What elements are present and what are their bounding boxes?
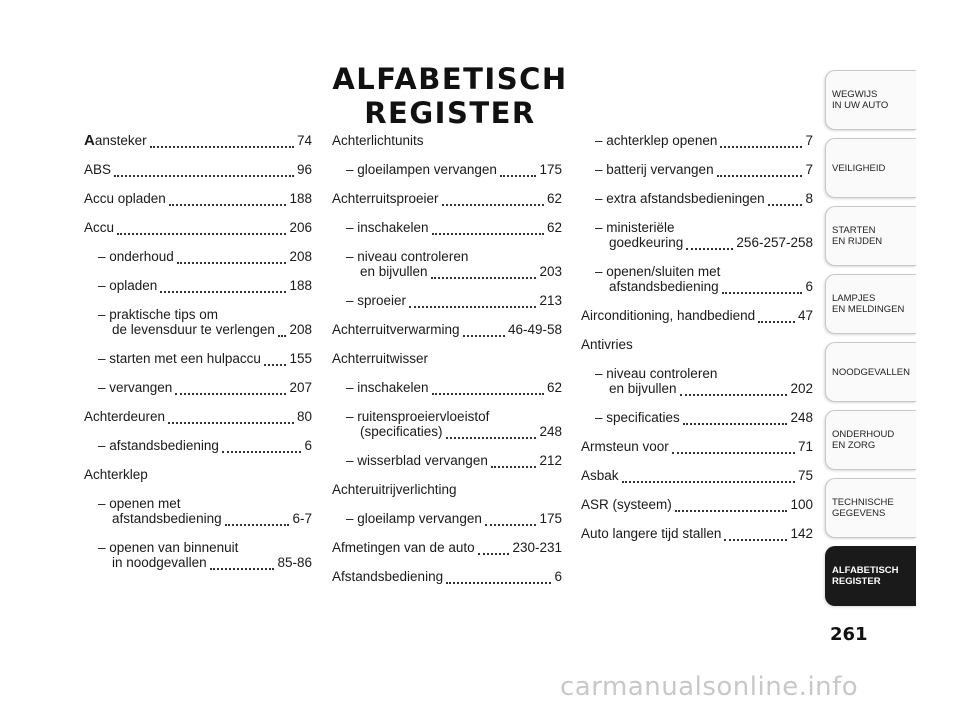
index-entry-text: Afstandsbediening [332, 569, 444, 584]
chapter-tab[interactable] [825, 138, 916, 198]
index-entry [581, 235, 813, 250]
index-entry-page: 8 [805, 191, 813, 206]
index-entry [332, 220, 562, 235]
index-entry-text: – extra afstandsbedieningen [595, 191, 765, 206]
index-entry [332, 380, 562, 395]
index-entry [332, 453, 562, 468]
index-entry-text: – openen van binnenuit [98, 540, 239, 555]
leader-dots [491, 455, 537, 468]
index-entry [332, 409, 562, 424]
index-entry [84, 496, 312, 511]
leader-dots [160, 280, 286, 293]
index-entry-page: 203 [539, 264, 562, 279]
leader-dots [432, 382, 544, 395]
index-entry [84, 133, 312, 148]
index-entry-page: 100 [790, 497, 813, 512]
index-entry-text: – openen met [98, 496, 181, 511]
index-entry [84, 162, 312, 177]
index-entry-page: 85-86 [277, 555, 312, 570]
index-entry-page: 213 [539, 293, 562, 308]
index-entry [332, 351, 562, 366]
index-entry-page: 188 [289, 191, 312, 206]
leader-dots [485, 513, 537, 526]
index-entry [84, 307, 312, 322]
index-entry-text: Afmetingen van de auto [332, 540, 475, 555]
index-entry-text: – inschakelen [346, 380, 429, 395]
index-entry [332, 249, 562, 264]
leader-dots [717, 164, 803, 177]
index-entry-page: 75 [797, 468, 813, 483]
index-entry [84, 220, 312, 235]
leader-dots [442, 193, 544, 206]
index-entry [84, 467, 312, 482]
index-entry-text: Auto langere tijd stallen [581, 526, 722, 541]
index-entry-text: – starten met een hulpaccu [98, 351, 261, 366]
index-entry-text: – onderhoud [98, 249, 174, 264]
index-entry-text: Achteruitrijverlichting [332, 482, 457, 497]
index-entry-text: – sproeier [346, 293, 407, 308]
index-entry [332, 191, 562, 206]
index-entry-page: 80 [296, 409, 312, 424]
index-entry-page: 248 [790, 410, 813, 425]
index-entry-text: – niveau controleren [346, 249, 469, 264]
chapter-tab-line: EN MELDINGEN [832, 304, 905, 315]
chapter-tab-label [832, 89, 888, 111]
leader-dots [431, 266, 537, 279]
index-entry-label: ansteker [94, 133, 147, 148]
index-entry [332, 162, 562, 177]
chapter-tab-line: ONDERHOUD [832, 429, 895, 440]
chapter-tab-label [832, 163, 885, 174]
index-entry-text: Armsteun voor [581, 439, 669, 454]
index-entry-text: afstandsbediening [609, 279, 719, 294]
index-entry-text: – niveau controleren [595, 366, 718, 381]
index-entry-text: Asbak [581, 468, 619, 483]
index-entry-text: ABS [84, 162, 112, 177]
leader-dots [264, 353, 287, 366]
chapter-tab-line: EN ZORG [832, 440, 876, 451]
index-column-3 [581, 133, 813, 555]
index-entry [581, 264, 813, 279]
index-entry [84, 278, 312, 293]
index-entry [84, 409, 312, 424]
leader-dots [117, 222, 286, 235]
leader-dots [168, 411, 294, 424]
leader-dots [478, 542, 510, 555]
chapter-tab[interactable] [825, 478, 916, 538]
index-entry [84, 191, 312, 206]
watermark: carmanualsonline.info [560, 672, 859, 702]
index-entry [332, 424, 562, 439]
index-entry [84, 511, 312, 526]
chapter-tab-line: REGISTER [832, 576, 881, 587]
index-entry-text: Achterruitsproeier [332, 191, 439, 206]
leader-dots [758, 310, 795, 323]
index-entry [84, 351, 312, 366]
chapter-tab-label [832, 497, 894, 519]
leader-dots [683, 412, 788, 425]
index-entry-text: Antivries [581, 337, 633, 352]
index-entry [581, 308, 813, 323]
index-entry-text: ASR (systeem) [581, 497, 672, 512]
leader-dots [722, 281, 803, 294]
index-entry [84, 438, 312, 453]
index-entry [332, 293, 562, 308]
index-entry-text: – wisserblad vervangen [346, 453, 488, 468]
index-entry [581, 279, 813, 294]
index-entry-page: 155 [289, 351, 312, 366]
chapter-tab[interactable] [825, 546, 916, 606]
index-entry-page: 74 [296, 133, 312, 148]
index-entry-text: – gloeilampen vervangen [346, 162, 497, 177]
index-entry-text: goedkeuring [609, 235, 684, 250]
index-entry-text: Achterruitwisser [332, 351, 429, 366]
index-entry [581, 468, 813, 483]
index-entry-text: – ministeriële [595, 220, 675, 235]
index-entry-page: 62 [546, 220, 562, 235]
index-entry-text: – gloeilamp vervangen [346, 511, 482, 526]
index-entry [84, 555, 312, 570]
leader-dots [114, 164, 294, 177]
index-entry-text: Achterlichtunits [332, 133, 424, 148]
index-column-1 [84, 133, 312, 584]
chapter-tab[interactable] [825, 342, 916, 402]
index-entry-text [84, 133, 147, 148]
index-entry-page: 142 [790, 526, 813, 541]
index-entry-text: – achterklep openen [595, 133, 718, 148]
leader-dots [500, 164, 537, 177]
index-entry [332, 264, 562, 279]
leader-dots [177, 251, 287, 264]
leader-dots [720, 135, 802, 148]
index-entry [84, 540, 312, 555]
page-number: 261 [830, 624, 868, 645]
index-entry-page: 207 [289, 380, 312, 395]
chapter-tab-label [832, 367, 910, 378]
leader-dots [672, 441, 795, 454]
index-entry-page: 47 [797, 308, 813, 323]
index-entry [84, 380, 312, 395]
index-entry-text: (specificaties) [360, 424, 443, 439]
chapter-tab-line: LAMPJES [832, 293, 876, 304]
chapter-tab-line: VEILIGHEID [832, 162, 886, 174]
leader-dots [222, 440, 302, 453]
index-entry-text: de levensduur te verlengen [112, 322, 275, 337]
index-entry [581, 337, 813, 352]
index-entry-text: in noodgevallen [112, 555, 207, 570]
chapter-tab-label [832, 565, 899, 587]
leader-dots [686, 237, 733, 250]
index-initial-letter: A [84, 132, 95, 149]
index-entry-page: 96 [296, 162, 312, 177]
index-entry-text: – praktische tips om [98, 307, 219, 322]
index-entry-page: 62 [546, 380, 562, 395]
leader-dots [446, 571, 551, 584]
index-entry-text: – batterij vervangen [595, 162, 714, 177]
index-entry-page: 71 [797, 439, 813, 454]
index-entry [84, 249, 312, 264]
index-entry-page: 62 [546, 191, 562, 206]
index-entry-page: 248 [539, 424, 562, 439]
index-entry [332, 511, 562, 526]
index-entry-page: 6 [805, 279, 813, 294]
chapter-tab-label [832, 293, 904, 315]
chapter-tab-line: EN RIJDEN [832, 236, 883, 247]
chapter-tab[interactable] [825, 274, 916, 334]
chapter-tab-line: WEGWIJS [832, 89, 878, 100]
index-entry [332, 540, 562, 555]
index-entry-text: – inschakelen [346, 220, 429, 235]
page-title: ALFABETISCH REGISTER [332, 62, 568, 130]
index-entry [581, 439, 813, 454]
chapter-tab-line: STARTEN [832, 225, 876, 236]
index-entry [581, 366, 813, 381]
leader-dots [724, 528, 787, 541]
index-entry-page: 7 [805, 133, 813, 148]
index-entry-text: – specificaties [595, 410, 680, 425]
index-entry-page: 188 [289, 278, 312, 293]
index-entry [332, 482, 562, 497]
leader-dots [225, 513, 290, 526]
index-entry-page: 208 [289, 249, 312, 264]
leader-dots [150, 135, 294, 148]
chapter-tab-label [832, 225, 882, 247]
leader-dots [278, 324, 287, 337]
leader-dots [675, 499, 788, 512]
index-entry-text: Accu opladen [84, 191, 166, 206]
chapter-tabs [825, 70, 916, 614]
leader-dots [768, 193, 803, 206]
chapter-tab-line: ALFABETISCH [832, 565, 899, 576]
index-entry-page: 202 [790, 381, 813, 396]
index-entry [581, 410, 813, 425]
index-entry [581, 381, 813, 396]
index-entry [581, 497, 813, 512]
index-entry-text: Achterruitverwarming [332, 322, 460, 337]
index-entry [581, 162, 813, 177]
index-entry [332, 569, 562, 584]
index-entry-text: afstandsbediening [112, 511, 222, 526]
index-entry-page: 175 [539, 162, 562, 177]
index-entry-text: Accu [84, 220, 115, 235]
index-entry-page: 7 [805, 162, 813, 177]
leader-dots [409, 295, 536, 308]
index-entry-text: Airconditioning, handbediend [581, 308, 756, 323]
index-entry-text: – opladen [98, 278, 158, 293]
index-entry [581, 133, 813, 148]
index-entry-text: Achterdeuren [84, 409, 166, 424]
index-entry-page: 230-231 [512, 540, 562, 555]
index-entry-text: en bijvullen [609, 381, 677, 396]
leader-dots [169, 193, 287, 206]
chapter-tab[interactable] [825, 70, 916, 130]
leader-dots [175, 382, 286, 395]
index-entry-text: – ruitensproeiervloeistof [346, 409, 490, 424]
index-entry [581, 220, 813, 235]
index-entry [581, 526, 813, 541]
index-entry [581, 191, 813, 206]
chapter-tab-line: TECHNISCHE [832, 497, 894, 508]
chapter-tab-line: NOODGEVALLEN [832, 366, 910, 378]
index-entry-page: 46-49-58 [507, 322, 562, 337]
index-entry-page: 6-7 [292, 511, 312, 526]
index-entry-page: 206 [289, 220, 312, 235]
index-entry-page: 6 [554, 569, 562, 584]
index-entry-page: 208 [289, 322, 312, 337]
leader-dots [210, 557, 275, 570]
leader-dots [446, 426, 537, 439]
leader-dots [432, 222, 544, 235]
chapter-tab[interactable] [825, 410, 916, 470]
index-entry [332, 133, 562, 148]
index-entry-text: en bijvullen [360, 264, 428, 279]
index-entry [332, 322, 562, 337]
index-entry-page: 175 [539, 511, 562, 526]
chapter-tab[interactable] [825, 206, 916, 266]
index-column-2 [332, 133, 562, 598]
leader-dots [622, 470, 795, 483]
chapter-tab-line: IN UW AUTO [832, 100, 889, 111]
index-entry-text: – vervangen [98, 380, 173, 395]
leader-dots [463, 324, 505, 337]
chapter-tab-label [832, 429, 894, 451]
index-entry-text: Achterklep [84, 467, 148, 482]
chapter-tab-line: GEGEVENS [832, 508, 886, 519]
index-entry-page: 212 [539, 453, 562, 468]
index-entry-page: 6 [304, 438, 312, 453]
index-entry-page: 256-257-258 [736, 235, 813, 250]
index-entry-text: – openen/sluiten met [595, 264, 721, 279]
leader-dots [680, 383, 788, 396]
index-entry-text: – afstandsbediening [98, 438, 219, 453]
index-entry [84, 322, 312, 337]
